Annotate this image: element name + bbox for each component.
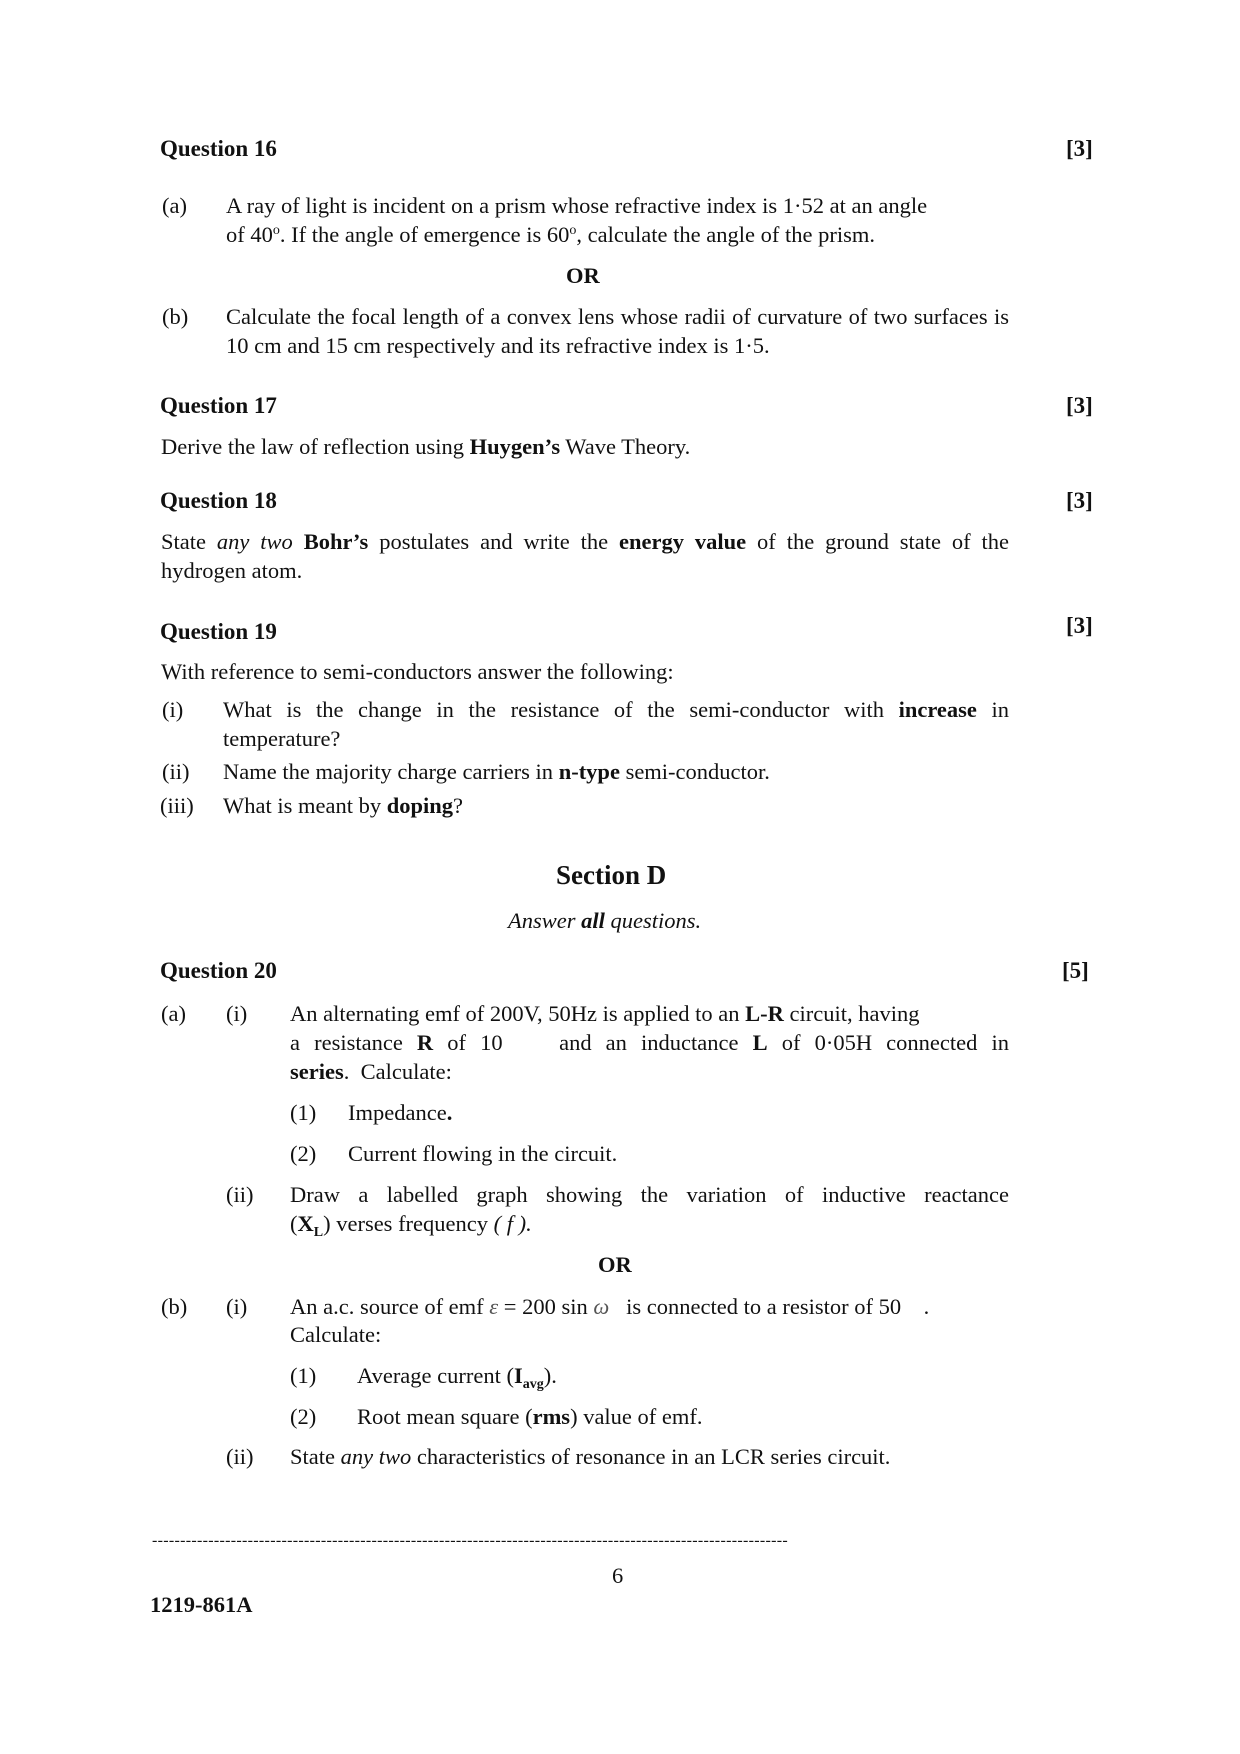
q20-a-ii-line2: $(X_L)$ verses frequency ( f ). bbox=[290, 1211, 532, 1240]
q20-a-i-line1: An alternating emf of 200V, 50Hz is applied to an L-R circuit, having bbox=[290, 1001, 920, 1026]
q20-marks: [5] bbox=[1062, 958, 1089, 983]
q20-a-i-line3: series. Calculate: bbox=[290, 1059, 452, 1084]
section-instruction: Answer all questions. bbox=[508, 908, 702, 933]
q20-or: OR bbox=[598, 1252, 632, 1277]
q20-b-i-label: (i) bbox=[226, 1294, 248, 1319]
q20-b-i-line1: An a.c. source of emf ε = 200 sin ω is connected to a resistor of 50 . bbox=[290, 1294, 930, 1319]
q16-b-text: Calculate the focal length of a convex lens whose radii of curvature of two surfaces is 10 cm and 15 cm respectively and its refractive index is 1·5. bbox=[226, 304, 1009, 358]
q19-i-text: What is the change in the resistance of the semi-conductor with increase in temperature? bbox=[223, 697, 1009, 751]
q18-marks: [3] bbox=[1066, 488, 1093, 513]
q20-b-i-line2: Calculate: bbox=[290, 1322, 382, 1347]
paper-code: 1219-861A bbox=[150, 1592, 253, 1617]
q20-a-i-1-label: (1) bbox=[290, 1100, 317, 1125]
q17-marks: [3] bbox=[1066, 393, 1093, 418]
q20-b-i-1-label: (1) bbox=[290, 1363, 317, 1388]
q16-a-line2: of 40$^o$. If the angle of emergence is 60$^o$, calculate the angle of the prism. bbox=[226, 222, 875, 247]
q16-marks: [3] bbox=[1066, 136, 1093, 161]
q20-a-ii-label: (ii) bbox=[226, 1182, 254, 1207]
footer-rule: ----------------------------------------------------------------------------------------------------------------- bbox=[152, 1532, 788, 1549]
q19-iii-label: (iii) bbox=[160, 793, 194, 818]
q20-b-ii-label: (ii) bbox=[226, 1444, 254, 1469]
q20-b-ii-text: State any two characteristics of resonance in an LCR series circuit. bbox=[290, 1444, 891, 1469]
q16-or: OR bbox=[566, 263, 600, 288]
q16-a-label: (a) bbox=[162, 193, 187, 218]
q17-text: Derive the law of reflection using Huygen’s Wave Theory. bbox=[161, 434, 691, 459]
q20-b-i-2-text: Root mean square (rms) value of emf. bbox=[357, 1404, 703, 1429]
q17-heading: Question 17 bbox=[160, 393, 277, 418]
q20-b-i-2-label: (2) bbox=[290, 1404, 317, 1429]
q20-a-i-2-text: Current flowing in the circuit. bbox=[348, 1141, 618, 1166]
q19-marks: [3] bbox=[1066, 613, 1093, 638]
q19-ii-text: Name the majority charge carriers in n-type semi-conductor. bbox=[223, 759, 770, 784]
q20-a-i-line2: a resistance R of 10 and an inductance L of 0·05H connected in bbox=[290, 1030, 1009, 1055]
q20-a-i-label: (i) bbox=[226, 1001, 248, 1026]
q19-intro: With reference to semi-conductors answer the following: bbox=[161, 659, 674, 684]
q20-a-ii-line1: Draw a labelled graph showing the variation of inductive reactance bbox=[290, 1182, 1009, 1207]
q20-a-label: (a) bbox=[161, 1001, 186, 1026]
q20-a-i-1-text: Impedance. bbox=[348, 1100, 453, 1125]
q20-b-label: (b) bbox=[161, 1294, 188, 1319]
q16-b-label: (b) bbox=[162, 304, 189, 329]
q18-heading: Question 18 bbox=[160, 488, 277, 513]
q19-ii-label: (ii) bbox=[162, 759, 190, 784]
q20-a-i-2-label: (2) bbox=[290, 1141, 317, 1166]
q18-text: State any two Bohr’s postulates and write the energy value of the ground state of the hydrogen atom. bbox=[161, 529, 1010, 583]
q20-heading: Question 20 bbox=[160, 958, 277, 983]
q16-heading: Question 16 bbox=[160, 136, 277, 161]
q19-i-label: (i) bbox=[162, 697, 184, 722]
page-number: 6 bbox=[612, 1563, 624, 1588]
q20-b-i-1-text: Average current $(I_{avg})$. bbox=[357, 1363, 557, 1392]
q19-iii-text: What is meant by doping? bbox=[223, 793, 464, 818]
q16-a-line1: A ray of light is incident on a prism whose refractive index is 1·52 at an angle bbox=[226, 193, 928, 218]
q19-heading: Question 19 bbox=[160, 619, 277, 644]
section-title: Section D bbox=[556, 860, 667, 890]
